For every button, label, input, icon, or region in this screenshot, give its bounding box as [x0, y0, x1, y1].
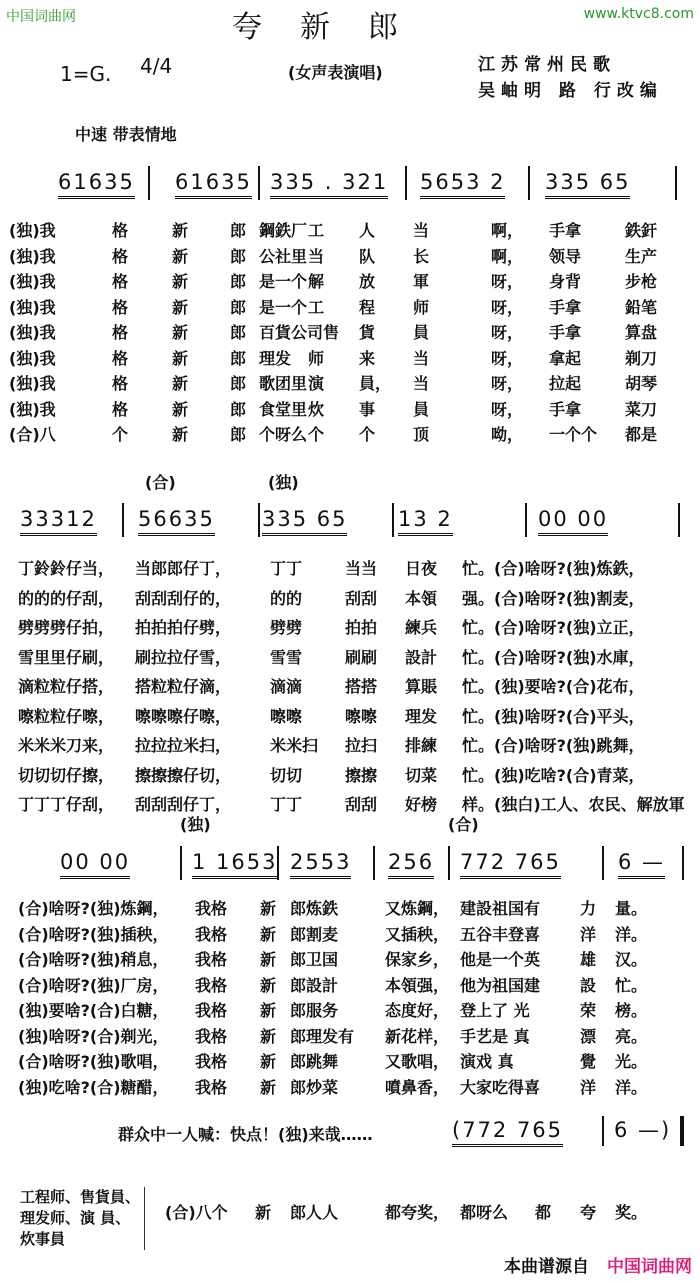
- lyric-cell: 登上了 光: [460, 1001, 530, 1020]
- lyric-cell: 是一个: [259, 297, 308, 317]
- lyric-cell: 新: [260, 1001, 277, 1020]
- lyric-cell: 个: [308, 425, 325, 444]
- lyric-cell: 郎跳舞: [290, 1052, 339, 1071]
- lyric-cell: 格: [112, 399, 129, 419]
- lyric-cell: 当: [413, 374, 430, 393]
- lyric-cell: 呀，: [491, 297, 524, 317]
- lyric-cell: 又歌唱，: [385, 1052, 450, 1071]
- lyric-cell: 忙。(独)吃啥?(合)青菜，: [462, 765, 645, 785]
- lyric-cell: 又插秧，: [385, 924, 450, 944]
- lyric-cell: 啊，: [491, 246, 524, 266]
- lyric-cell: 員: [413, 399, 430, 419]
- footer-site: 中国词曲网: [607, 1257, 692, 1277]
- lyric-cell: (独)吃啥?(合)糖醋，: [18, 1077, 169, 1097]
- role-line: 工程师、售貨員、: [20, 1188, 141, 1206]
- role-label: (独): [268, 473, 299, 492]
- lyric-cell: 新: [172, 221, 189, 240]
- lyric-cell: 当当: [345, 559, 378, 578]
- lyric-cell: 步枪: [625, 272, 658, 291]
- measure-notes: 335 65: [545, 170, 630, 199]
- lyric-cell: 拉扫: [345, 736, 378, 755]
- measure-notes: 00 00: [60, 850, 130, 879]
- lyric-cell: 是一个: [259, 272, 308, 291]
- final-lyric-cell: 都呀么: [460, 1203, 509, 1222]
- lyric-cell: 忙。(合)啥呀?(独)炼鉄，: [462, 559, 645, 578]
- lyric-cell: 排練: [405, 736, 438, 755]
- lyric-cell: 的的: [270, 588, 303, 608]
- lyric-cell: (独)我: [9, 323, 56, 342]
- lyric-cell: 軍: [413, 272, 430, 291]
- coda-measure-2: 6 —): [614, 1118, 672, 1142]
- lyric-cell: 新: [172, 272, 189, 291]
- lyric-cell: 新: [260, 1077, 277, 1097]
- lyric-cell: 菜刀: [625, 399, 658, 419]
- lyric-cell: 当: [413, 221, 430, 240]
- lyric-cell: 郎: [230, 272, 247, 291]
- measure: [20, 507, 97, 531]
- lyric-cell: 郎炼鉄: [290, 899, 339, 918]
- lyric-cell: 切切: [270, 765, 303, 785]
- final-lyric-cell: 新: [255, 1203, 272, 1222]
- lyric-cell: 理发: [259, 348, 292, 368]
- lyric-cell: (独)要啥?(合)白糖，: [18, 1001, 169, 1020]
- lyric-cell: 新: [172, 374, 189, 393]
- measure-notes: 61635: [58, 170, 135, 199]
- final-lyric-cell: 都: [535, 1203, 552, 1222]
- lyric-cell: 嚓粒粒仔嚓，: [18, 706, 115, 726]
- lyric-cell: 滴滴: [270, 677, 303, 696]
- lyric-cell: 队: [359, 246, 376, 266]
- lyric-cell: 切菜: [405, 765, 438, 785]
- lyric-cell: (合)啥呀?(独)厂房，: [18, 975, 169, 995]
- lyric-cell: (独)啥呀?(合)剃光，: [18, 1026, 169, 1046]
- lyric-cell: 算賬: [405, 677, 438, 696]
- lyric-cell: 劈劈劈仔拍，: [18, 618, 115, 637]
- lyric-cell: 搭粒粒仔滴，: [135, 677, 232, 696]
- lyric-cell: 格: [112, 297, 129, 317]
- lyric-cell: 洋: [580, 1077, 597, 1097]
- measure: [388, 850, 434, 874]
- lyric-cell: 呀，: [491, 272, 524, 291]
- lyric-cell: 新: [260, 975, 277, 995]
- lyric-cell: 刮刮刮仔丁，: [135, 795, 232, 814]
- lyric-cell: 我格: [195, 1052, 228, 1071]
- lyric-cell: 胡琴: [625, 374, 658, 393]
- lyric-cell: 員，: [359, 374, 392, 393]
- barline: [258, 166, 260, 200]
- measure-notes: 256: [388, 850, 434, 879]
- coda-measure-1: (772 765: [452, 1118, 563, 1142]
- lyric-cell: 忙。(独)啥呀?(合)平头，: [462, 706, 645, 726]
- measure-notes: 1 1653: [192, 850, 277, 879]
- lyric-cell: 师: [308, 348, 325, 368]
- lyric-cell: 他是一个英: [460, 950, 541, 969]
- lyric-cell: 拉拉拉米扫，: [135, 736, 232, 755]
- lyric-cell: 新: [260, 924, 277, 944]
- lyric-cell: (合)啥呀?(独)炼鋼，: [18, 899, 169, 918]
- lyric-cell: 設計: [405, 647, 438, 667]
- lyric-cell: 格: [112, 323, 129, 342]
- lyric-cell: 手拿: [549, 221, 582, 240]
- lyric-cell: 本領强，: [385, 975, 450, 995]
- lyric-cell: 郎: [230, 221, 247, 240]
- barline: [277, 846, 279, 880]
- measure-notes: 5653 2: [420, 170, 505, 199]
- lyric-cell: 劈劈: [270, 618, 303, 637]
- lyric-cell: 新: [172, 425, 189, 444]
- role-line: 炊事員: [20, 1230, 66, 1248]
- measure: [538, 507, 608, 531]
- measure: [545, 170, 630, 194]
- footer: [504, 1252, 692, 1277]
- lyric-cell: 他为祖国建: [460, 975, 541, 995]
- lyric-cell: 郎: [230, 399, 247, 419]
- final-lyric-cell: 夸: [580, 1203, 597, 1222]
- lyric-cell: 郎炒菜: [290, 1077, 339, 1097]
- lyric-cell: 手艺是 真: [460, 1026, 530, 1046]
- measure: [460, 850, 561, 874]
- lyric-cell: 保家乡，: [385, 950, 450, 969]
- lyric-cell: 郎: [230, 425, 247, 444]
- lyric-cell: 練兵: [405, 618, 438, 637]
- final-lyric-cell: 奖。: [615, 1203, 648, 1222]
- measure-notes: 335 65: [262, 507, 347, 536]
- measure-notes: 56635: [138, 507, 215, 536]
- measure: [58, 170, 135, 194]
- lyric-cell: 解: [308, 272, 325, 291]
- measure: [618, 850, 665, 874]
- lyric-cell: 郎: [230, 323, 247, 342]
- lyric-cell: 本領: [405, 588, 438, 608]
- lyric-cell: 新: [260, 1052, 277, 1071]
- lyric-cell: 工: [308, 297, 325, 317]
- lyric-cell: 米米扫: [270, 736, 319, 755]
- lyric-cell: 滴粒粒仔搭，: [18, 677, 115, 696]
- lyric-cell: (合)啥呀?(独)稍息，: [18, 950, 169, 969]
- lyric-cell: (独)我: [9, 399, 56, 419]
- lyric-cell: 丁丁: [270, 795, 303, 814]
- lyric-cell: 个呀么: [259, 425, 308, 444]
- lyric-cell: 忙。(合)啥呀?(独)水庫，: [462, 647, 645, 667]
- lyric-cell: 郎服务: [290, 1001, 339, 1020]
- lyric-cell: 新: [260, 950, 277, 969]
- lyric-cell: 剃刀: [625, 348, 658, 368]
- lyric-cell: (独)我: [9, 374, 56, 393]
- lyric-cell: (合)啥呀?(独)插秧，: [18, 924, 169, 944]
- lyric-cell: 新: [172, 323, 189, 342]
- role-label: (合): [448, 815, 479, 834]
- lyric-cell: 生产: [625, 246, 658, 266]
- lyric-cell: 炊: [308, 399, 325, 419]
- lyric-cell: 丁丁丁仔刮，: [18, 795, 115, 814]
- barline: [258, 503, 260, 537]
- lyric-cell: (独)我: [9, 348, 56, 368]
- final-lyric-cell: (合)八个: [165, 1203, 228, 1222]
- lyric-cell: 格: [112, 272, 129, 291]
- lyric-cell: 刷拉拉仔雪，: [135, 647, 232, 667]
- lyric-cell: 擦擦擦仔切，: [135, 765, 232, 785]
- lyric-cell: 我格: [195, 924, 228, 944]
- lyric-cell: 員: [413, 323, 430, 342]
- lyric-cell: 格: [112, 348, 129, 368]
- measure: [60, 850, 130, 874]
- lyric-cell: 拉起: [549, 374, 582, 393]
- lyric-cell: 顶: [413, 425, 430, 444]
- lyric-cell: 郎卫国: [290, 950, 339, 969]
- lyric-cell: 当: [413, 348, 430, 368]
- lyric-cell: 都是: [625, 425, 658, 444]
- lyric-cell: 雪雪: [270, 647, 303, 667]
- lyric-cell: 刷刷: [345, 647, 378, 667]
- lyric-cell: 态度好，: [385, 1001, 450, 1020]
- lyric-cell: 师: [413, 297, 430, 317]
- lyric-cell: 手拿: [549, 323, 582, 342]
- lyric-cell: 样。(独白)工人、农民、解放軍: [462, 795, 685, 814]
- measure: [138, 507, 215, 531]
- lyric-cell: 歌团里: [259, 374, 308, 393]
- tempo-marking: 中速 带表情地: [75, 125, 177, 144]
- lyric-cell: 食堂里: [259, 399, 308, 419]
- lyric-cell: 新: [260, 1026, 277, 1046]
- lyric-cell: (独)我: [9, 272, 56, 291]
- watermark-left: 中国词曲网: [6, 9, 76, 25]
- lyric-cell: 漂: [580, 1026, 597, 1046]
- barline: [448, 846, 450, 880]
- lyric-cell: 嚓嚓嚓仔嚓，: [135, 706, 232, 726]
- lyric-cell: 郎: [230, 297, 247, 317]
- role-label: (独): [180, 815, 211, 834]
- final-roles: [20, 1187, 145, 1250]
- lyric-cell: 演: [308, 374, 325, 393]
- lyric-cell: 郎割麦: [290, 924, 339, 944]
- lyric-cell: 好榜: [405, 795, 438, 814]
- lyric-cell: 郎: [230, 348, 247, 368]
- barline: [392, 503, 394, 537]
- lyric-cell: 建設祖国有: [460, 899, 541, 918]
- lyric-cell: 新: [260, 899, 277, 918]
- lyric-cell: 五谷丰登喜: [460, 924, 541, 944]
- role-label: (合): [145, 473, 176, 492]
- lyric-cell: 鋼鉄厂: [259, 221, 308, 240]
- lyric-cell: 啊，: [491, 221, 524, 240]
- key-signature: 1=G.: [60, 62, 112, 86]
- lyric-cell: 日夜: [405, 559, 438, 578]
- lyric-cell: 呀，: [491, 323, 524, 342]
- lyric-cell: 洋。: [615, 1077, 648, 1097]
- lyric-cell: 呀，: [491, 399, 524, 419]
- measure: [270, 170, 388, 194]
- measure-notes: 13 2: [398, 507, 453, 536]
- measure-notes: 61635: [175, 170, 252, 199]
- lyric-cell: 格: [112, 246, 129, 266]
- barline: [675, 166, 677, 200]
- lyric-cell: 鉄釬: [625, 221, 658, 240]
- lyric-cell: 郎: [230, 374, 247, 393]
- measure: [398, 507, 453, 531]
- lyric-cell: 汉。: [615, 950, 648, 969]
- barline: [373, 846, 375, 880]
- barline: [682, 846, 684, 880]
- barline: [405, 166, 407, 200]
- lyric-cell: 設: [580, 975, 597, 995]
- lyric-cell: (独)我: [9, 221, 56, 240]
- lyric-cell: 光。: [615, 1052, 648, 1071]
- credits: [478, 52, 663, 104]
- measure-notes: 6 —: [618, 850, 665, 879]
- final-barline: [680, 1116, 684, 1146]
- lyric-cell: 我格: [195, 1077, 228, 1097]
- final-lyric-cell: 都夸奖，: [385, 1203, 450, 1222]
- lyric-cell: 我格: [195, 1026, 228, 1046]
- barline: [602, 1116, 604, 1146]
- lyric-cell: 新: [172, 348, 189, 368]
- lyric-cell: 百貨公司售: [259, 323, 340, 342]
- lyric-cell: 貨: [359, 323, 376, 342]
- role-line: 理发师、演 員、: [20, 1209, 131, 1227]
- lyric-cell: 洋。: [615, 924, 648, 944]
- lyric-cell: 洋: [580, 924, 597, 944]
- lyric-cell: 格: [112, 221, 129, 240]
- measure: [262, 507, 347, 531]
- measure-notes: 772 765: [460, 850, 561, 879]
- lyric-cell: 我格: [195, 899, 228, 918]
- lyric-cell: (合)八: [9, 425, 56, 444]
- lyric-cell: 当: [308, 246, 325, 266]
- lyric-cell: 覺: [580, 1052, 597, 1071]
- lyric-cell: 长: [413, 246, 430, 266]
- lyric-cell: 丁鈴鈴仔当，: [18, 559, 115, 578]
- lyric-cell: 刮刮: [345, 795, 378, 814]
- lyric-cell: 又炼鋼，: [385, 899, 450, 918]
- lyric-cell: 公社里: [259, 246, 308, 266]
- lyric-cell: 来: [359, 348, 376, 368]
- watermark-right: www.ktvc8.com: [583, 6, 694, 22]
- lyric-cell: 呀，: [491, 374, 524, 393]
- lyric-cell: 拿起: [549, 348, 582, 368]
- lyric-cell: (独)我: [9, 297, 56, 317]
- barline: [678, 503, 680, 537]
- lyric-cell: 新: [172, 399, 189, 419]
- lyric-cell: (独)我: [9, 246, 56, 266]
- lyric-cell: 手拿: [549, 297, 582, 317]
- lyric-cell: 格: [112, 374, 129, 393]
- barline: [602, 846, 604, 880]
- performance-note: (女声表演唱): [288, 63, 383, 82]
- lyric-cell: 刮刮: [345, 588, 378, 608]
- lyric-cell: 擦擦: [345, 765, 378, 785]
- lyric-cell: 鉛笔: [625, 297, 658, 317]
- source: 江苏常州民歌: [478, 55, 616, 75]
- lyric-cell: 搭搭: [345, 677, 378, 696]
- measure-notes: 335 . 321: [270, 170, 388, 199]
- measure-notes: 2553: [290, 850, 351, 879]
- final-lyric-cell: 郎人人: [290, 1203, 339, 1222]
- lyric-cell: 忙。(独)要啥?(合)花布，: [462, 677, 645, 696]
- song-title: 夸新郎: [232, 10, 436, 45]
- lyric-cell: 嚓嚓: [270, 706, 303, 726]
- lyric-cell: 个: [112, 425, 129, 444]
- lyric-cell: 强。(合)啥呀?(独)割麦，: [462, 588, 645, 608]
- lyric-cell: 切切切仔擦，: [18, 765, 115, 785]
- lyric-cell: 忙。(合)啥呀?(独)跳舞，: [462, 736, 645, 755]
- lyric-cell: 一个个: [549, 425, 598, 444]
- lyric-cell: 新: [172, 246, 189, 266]
- lyric-cell: 呦，: [491, 425, 524, 444]
- lyric-cell: 演戏 真: [460, 1052, 514, 1071]
- lyric-cell: (合)啥呀?(独)歌唱，: [18, 1052, 169, 1071]
- barline: [122, 503, 124, 537]
- lyric-cell: 我格: [195, 975, 228, 995]
- measure: [290, 850, 351, 874]
- lyric-cell: 雪里里仔刷，: [18, 647, 115, 667]
- lyric-cell: 工: [308, 221, 325, 240]
- lyric-cell: 郎設計: [290, 975, 339, 995]
- lyric-cell: 榜。: [615, 1001, 648, 1020]
- lyric-cell: 放: [359, 272, 376, 291]
- lyric-cell: 拍拍: [345, 618, 378, 637]
- time-signature: 4/4: [140, 54, 173, 78]
- lyric-cell: 大家吃得喜: [460, 1077, 541, 1097]
- measure-notes: 33312: [20, 507, 97, 536]
- lyric-cell: 当郎郎仔丁，: [135, 559, 232, 578]
- lyric-cell: 事: [359, 399, 376, 419]
- lyric-cell: 忙。(合)啥呀?(独)立正，: [462, 618, 645, 637]
- lyric-cell: 个: [359, 425, 376, 444]
- lyric-cell: 量。: [615, 899, 648, 918]
- shout-line: 群众中一人喊：快点！(独)来哉……: [118, 1125, 373, 1144]
- lyric-cell: 雄: [580, 950, 597, 969]
- lyric-cell: 的的的仔刮，: [18, 588, 115, 608]
- lyric-cell: 忙。: [615, 975, 648, 995]
- lyric-cell: 郎理发有: [290, 1026, 355, 1046]
- barline: [528, 166, 530, 200]
- lyric-cell: 领导: [549, 246, 582, 266]
- lyric-cell: 荣: [580, 1001, 597, 1020]
- lyric-cell: 我格: [195, 950, 228, 969]
- lyric-cell: 拍拍拍仔劈，: [135, 618, 232, 637]
- barline: [180, 846, 182, 880]
- lyric-cell: 噴鼻香，: [385, 1077, 450, 1097]
- measure: [420, 170, 505, 194]
- lyric-cell: 丁丁: [270, 559, 303, 578]
- lyric-cell: 郎: [230, 246, 247, 266]
- measure-notes: 00 00: [538, 507, 608, 536]
- lyric-cell: 算盘: [625, 323, 658, 342]
- lyric-cell: 理发: [405, 706, 438, 726]
- lyric-cell: 新: [172, 297, 189, 317]
- lyric-cell: 呀，: [491, 348, 524, 368]
- barline: [525, 503, 527, 537]
- arranger: 吴岫明 路 行改编: [478, 81, 663, 101]
- lyric-cell: 刮刮刮仔的，: [135, 588, 232, 608]
- lyric-cell: 手拿: [549, 399, 582, 419]
- lyric-cell: 亮。: [615, 1026, 648, 1046]
- lyric-cell: 嚓嚓: [345, 706, 378, 726]
- lyric-cell: 新花样，: [385, 1026, 450, 1046]
- measure: [175, 170, 252, 194]
- lyric-cell: 身背: [549, 272, 582, 291]
- measure: [192, 850, 277, 874]
- lyric-cell: 程: [359, 297, 376, 317]
- lyric-cell: 力: [580, 899, 597, 918]
- lyric-cell: 米米米刀来，: [18, 736, 115, 755]
- lyric-cell: 我格: [195, 1001, 228, 1020]
- footer-prefix: 本曲谱源自: [504, 1257, 589, 1277]
- barline: [148, 166, 150, 200]
- lyric-cell: 人: [359, 221, 376, 240]
